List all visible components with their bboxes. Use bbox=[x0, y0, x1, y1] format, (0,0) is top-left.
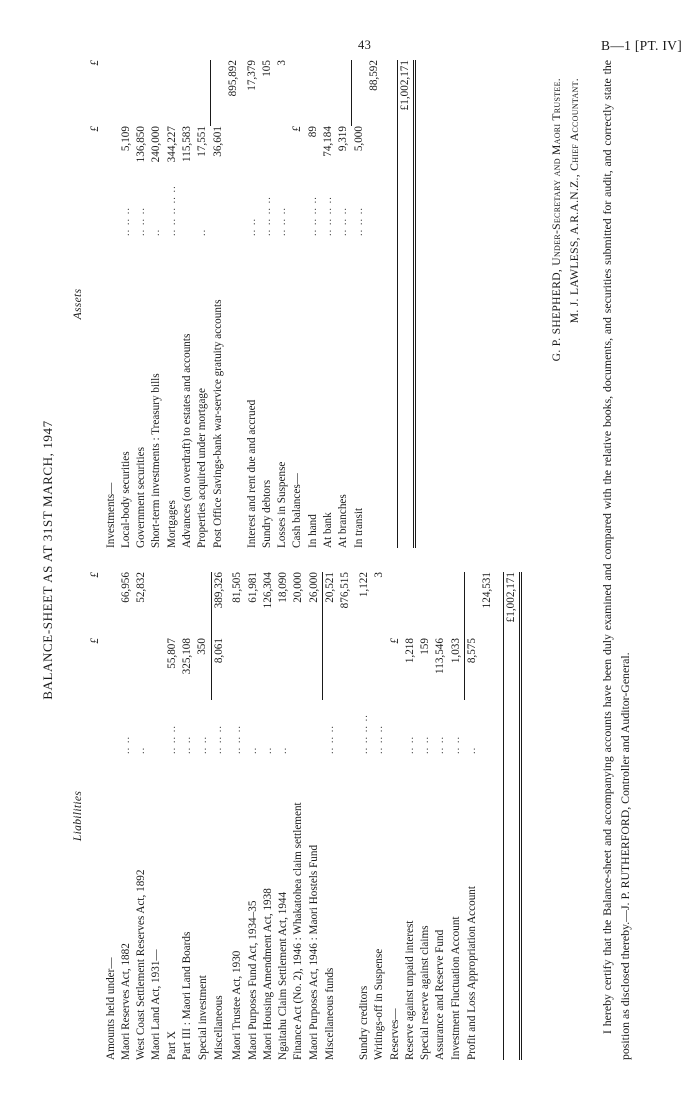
table-row: At bank .. .. .. .. 74,184 bbox=[322, 125, 335, 548]
reserves-label: Reserves— bbox=[388, 1007, 401, 1060]
table-row: Part X .. .. .. 55,807 bbox=[165, 637, 178, 1060]
balance-sheet bbox=[40, 60, 660, 1060]
reserves-currency-sub: £ bbox=[388, 637, 401, 644]
investments-label: Investments— bbox=[104, 482, 117, 548]
assets-column bbox=[70, 60, 416, 548]
amounts-held-under-label: Amounts held under— bbox=[104, 956, 117, 1060]
table-row: Assurance and Reserve Fund .. .. 113,546 bbox=[434, 637, 447, 1060]
assets-currency-sub: £ bbox=[89, 125, 102, 132]
table-row: Sundry debtors .. .. .. .. 105 bbox=[260, 59, 273, 548]
table-row: Local-body securities .. .. .. 5,109 bbox=[119, 125, 132, 548]
table-row: Profit and Loss Appropriation Account .. 8,575 bbox=[465, 572, 481, 1060]
cash-title-row bbox=[290, 60, 305, 548]
signature-line-1: G. P. SHEPHERD, Under-Secretary and Maori Trustee. bbox=[550, 77, 564, 361]
table-row: Post Office Savings-bank war-service gratuity accounts 36,601 bbox=[211, 60, 226, 548]
assets-subtotal: 895,892 bbox=[226, 59, 239, 96]
table-row: Maori Land Act, 1931— bbox=[150, 948, 163, 1060]
liabilities-grand-total: £1,002,171 bbox=[504, 572, 521, 638]
signatures bbox=[548, 60, 583, 1060]
table-row: Finance Act (No. 2), 1946 : Whakatohea claim settlement 20,000 bbox=[292, 571, 305, 1060]
table-row: Reserve against unpaid interest .. .. 1,218 bbox=[403, 637, 416, 1060]
table-row: Short-term investments : Treasury bills .. 240,000 bbox=[150, 125, 163, 548]
table-row: Ngaitahu Claim Settlement Act, 1944 .. 18,090 bbox=[277, 571, 290, 1060]
table-row: Interest and rent due and accrued .. .. 17,379 bbox=[245, 59, 258, 548]
assets-heading: Assets bbox=[71, 288, 84, 319]
reserves-total: 124,531 bbox=[481, 571, 494, 608]
cash-total: 88,592 bbox=[367, 59, 380, 91]
table-row: Advances (on overdraft) to estates and accounts 115,583 bbox=[180, 125, 193, 548]
table-row: Maori Purposes Act, 1946 : Maori Hostels Fund 26,000 bbox=[307, 571, 321, 1060]
table-row: Miscellaneous .. .. .. 8,061 389,326 bbox=[211, 572, 227, 1060]
assets-section-title-row bbox=[104, 60, 119, 548]
table-row: Properties acquired under mortgage .. 17,551 bbox=[196, 125, 209, 548]
table-row: Maori Purposes Fund Act, 1934–35 .. 61,981 bbox=[246, 571, 259, 1060]
table-row: Maori Trustee Act, 1930 .. .. .. 81,505 bbox=[231, 571, 244, 1060]
table-row: Special reserve against claims .. .. 159 bbox=[419, 637, 432, 1060]
balance-sheet-columns bbox=[70, 60, 522, 1060]
signature-line-2: M. J. LAWLESS, A.R.A.N.Z., Chief Accountant. bbox=[567, 77, 581, 323]
table-row: Maori Housing Amendment Act, 1938 .. 126,304 bbox=[261, 571, 274, 1060]
liabilities-currency-main: £ bbox=[89, 571, 102, 578]
table-row: Special investment .. .. 350 bbox=[196, 637, 209, 1060]
table-row: Maori Reserves Act, 1882 .. .. 66,956 bbox=[119, 571, 132, 1060]
page-reference: B—1 [PT. IV] bbox=[601, 38, 682, 53]
liabilities-heading: Liabilities bbox=[71, 790, 84, 841]
page-number: 43 bbox=[358, 38, 372, 52]
table-row: In hand .. .. .. .. 89 bbox=[306, 125, 319, 548]
liabilities-subtotal-row bbox=[338, 572, 353, 1060]
table-row: Losses in Suspense .. .. .. 3 bbox=[276, 59, 289, 548]
auditor-certificate: I hereby certify that the Balance-sheet and accompanying accounts have been duly examined and compared with the relative books, documents, and securities submitted for audit, and correctly state the position as disclosed thereby.—J. P. RUTHERFORD, Controller and Auditor-General. bbox=[600, 59, 633, 1060]
currency-symbol-row bbox=[88, 60, 103, 548]
table-row: Government securities .. .. .. 136,850 bbox=[135, 125, 148, 548]
table-row: West Coast Settlement Reserves Act, 1892 .. 52,832 bbox=[135, 571, 148, 1060]
cash-balances-label: Cash balances— bbox=[291, 472, 304, 548]
table-row: At branches .. .. .. 9,319 bbox=[337, 125, 350, 548]
liabilities-table bbox=[88, 572, 522, 1060]
liabilities-section-title-row bbox=[104, 572, 119, 1060]
assets-grand-total: £1,002,171 bbox=[398, 60, 415, 126]
assets-table bbox=[88, 60, 416, 548]
reserves-total-row bbox=[480, 572, 495, 1060]
cash-currency-sub: £ bbox=[291, 125, 304, 132]
table-row: Sundry creditors .. .. .. .. 1,122 bbox=[358, 571, 371, 1060]
liabilities-grand-total-row bbox=[504, 572, 521, 1060]
table-row: Mortgages .. .. .. .. .. 344,227 bbox=[165, 125, 178, 548]
reserves-title-row bbox=[388, 572, 403, 1060]
table-row: In transit .. .. .. 5,000 bbox=[352, 60, 367, 548]
table-row: Part III : Maori Land Boards .. .. 325,108 bbox=[180, 637, 193, 1060]
table-row: Writings-off in Suspense .. .. .. 3 bbox=[373, 571, 386, 1060]
currency-symbol-row bbox=[88, 572, 103, 1060]
assets-currency-main: £ bbox=[89, 59, 102, 66]
liabilities-currency-sub: £ bbox=[89, 637, 102, 644]
table-row: Miscellaneous funds .. .. .. 20,521 bbox=[323, 572, 339, 1060]
table-row: Investment Fluctuation Account .. .. 1,033 bbox=[449, 637, 463, 1060]
assets-subtotal-row bbox=[226, 60, 241, 548]
liabilities-column bbox=[70, 572, 522, 1060]
cash-total-row bbox=[367, 60, 382, 548]
balance-sheet-title: BALANCE-SHEET AS AT 31ST MARCH, 1947 bbox=[40, 419, 55, 700]
liabilities-subtotal: 876,515 bbox=[339, 571, 352, 608]
assets-grand-total-row bbox=[398, 60, 415, 548]
